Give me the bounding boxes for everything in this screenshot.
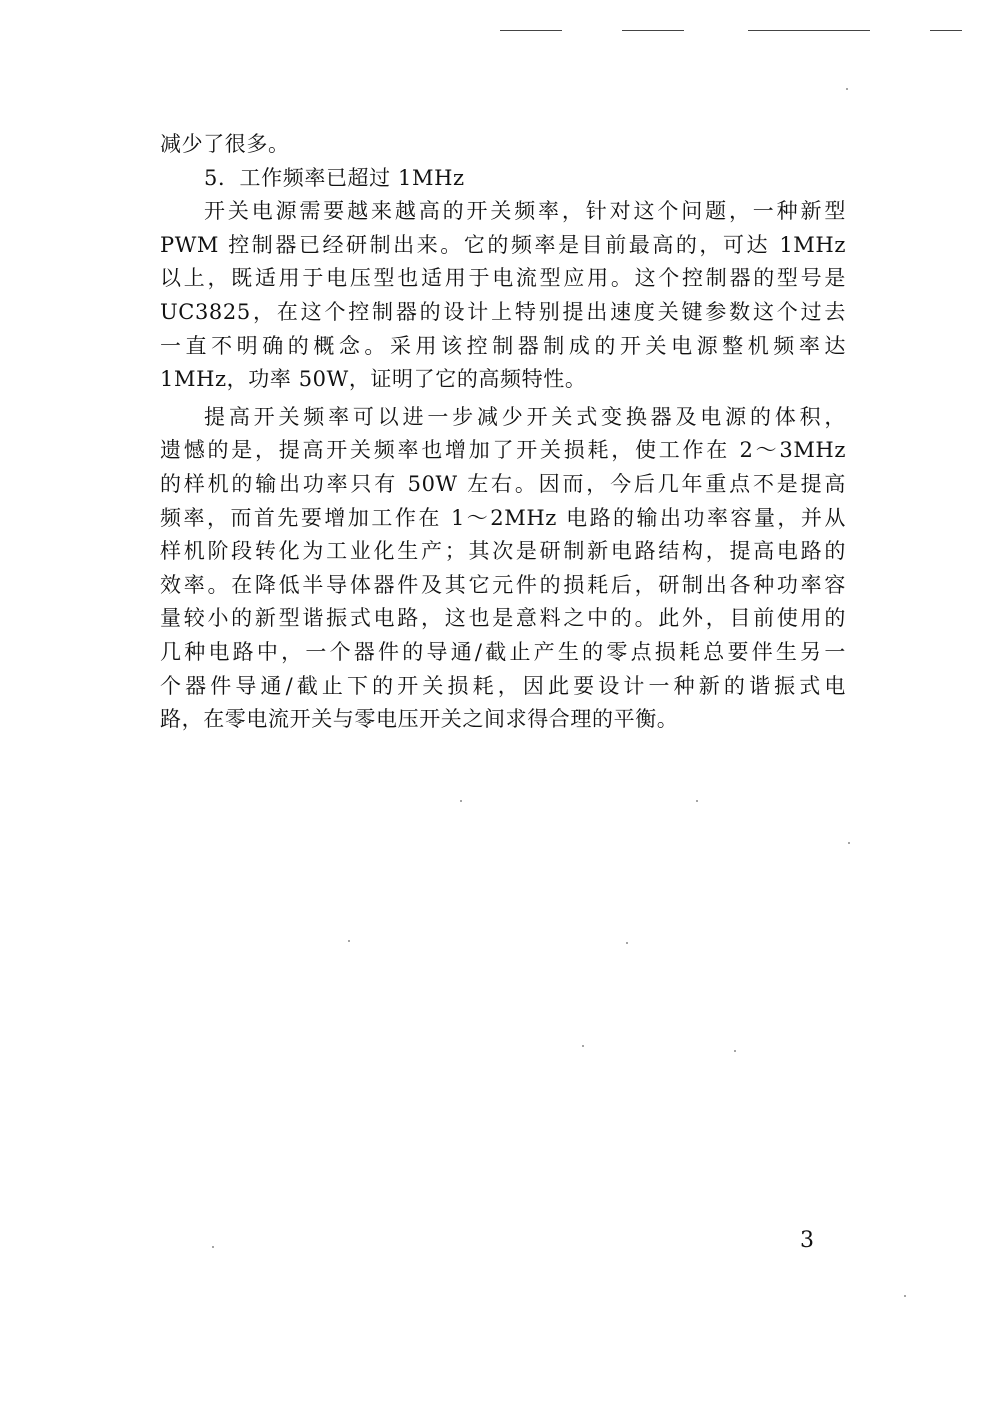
text-line: 路，在零电流开关与零电压开关之间求得合理的平衡。 [160, 707, 679, 732]
header-rule-4 [930, 30, 962, 31]
scan-speck [348, 940, 350, 942]
header-rule-2 [622, 30, 684, 31]
text-line: 量较小的新型谐振式电路，这也是意料之中的。此外，目前使用的 [160, 606, 846, 631]
text-line: 开关电源需要越来越高的开关频率，针对这个问题，一种新型 [204, 199, 846, 224]
scan-speck [696, 800, 698, 802]
text-line: 样机阶段转化为工业化生产；其次是研制新电路结构，提高电路的 [160, 539, 846, 564]
text-line: 一直不明确的概念。采用该控制器制成的开关电源整机频率达 [160, 333, 846, 358]
scan-speck [626, 942, 628, 944]
text-line: 提高开关频率可以进一步减少开关式变换器及电源的体积， [204, 404, 846, 429]
scan-speck [846, 88, 848, 90]
text-line: 遗憾的是，提高开关频率也增加了开关损耗，使工作在 2～3MHz [160, 438, 846, 463]
scan-speck [734, 1050, 736, 1052]
scan-speck [848, 842, 850, 844]
scan-speck [904, 1295, 906, 1297]
text-line: 个器件导通/截止下的开关损耗，因此要设计一种新的谐振式电 [160, 673, 846, 698]
text-line: PWM 控制器已经研制出来。它的频率是目前最高的，可达 1MHz [160, 232, 846, 257]
scan-speck [460, 800, 462, 802]
text-line: UC3825，在这个控制器的设计上特别提出速度关键参数这个过去 [160, 299, 846, 324]
scan-speck [212, 1246, 214, 1248]
text-line: 以上，既适用于电压型也适用于电流型应用。这个控制器的型号是 [160, 266, 846, 291]
text-line: 的样机的输出功率只有 50W 左右。因而，今后几年重点不是提高 [160, 471, 846, 496]
text-line: 几种电路中，一个器件的导通/截止产生的零点损耗总要伴生另一 [160, 639, 846, 664]
page-body [160, 128, 846, 737]
section-heading: 5．工作频率已超过 1MHz [204, 165, 465, 190]
page-number: 3 [800, 1228, 814, 1253]
header-rule-1 [500, 30, 562, 31]
text-line: 1MHz，功率 50W，证明了它的高频特性。 [160, 367, 587, 392]
text-line: 减少了很多。 [160, 132, 290, 156]
header-rule-3 [748, 30, 870, 31]
text-line: 效率。在降低半导体器件及其它元件的损耗后，研制出各种功率容 [160, 572, 846, 597]
text-line: 频率，而首先要增加工作在 1～2MHz 电路的输出功率容量，并从 [160, 505, 846, 530]
scan-speck [582, 1045, 584, 1047]
